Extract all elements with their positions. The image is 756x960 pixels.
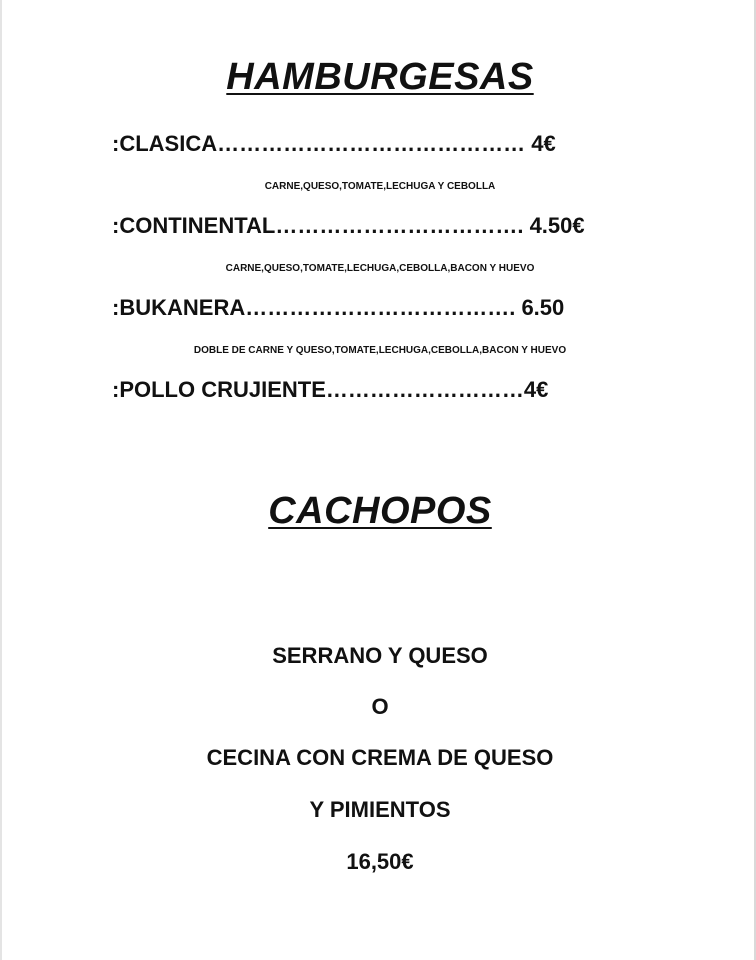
menu-item-clasica: :CLASICA…………………………………… 4€: [112, 131, 556, 156]
menu-item-continental-description: CARNE,QUESO,TOMATE,LECHUGA,CEBOLLA,BACON Y HUEVO: [225, 263, 535, 274]
menu-item-continental: :CONTINENTAL……………………………. 4.50€: [112, 213, 585, 238]
cachopo-price: 16,50€: [346, 849, 414, 874]
menu-item-clasica-description: CARNE,QUESO,TOMATE,LECHUGA Y CEBOLLA: [264, 181, 496, 192]
section-title-cachopos: CACHOPOS: [268, 490, 492, 532]
cachopo-option-serrano: SERRANO Y QUESO: [272, 643, 488, 668]
cachopo-or-separator: O: [371, 694, 389, 719]
section-title-hamburgesas: HAMBURGESAS: [226, 56, 534, 98]
cachopo-option-cecina: CECINA CON CREMA DE QUESO: [206, 745, 554, 770]
menu-item-bukanera-description: DOBLE DE CARNE Y QUESO,TOMATE,LECHUGA,CEBOLLA,BACON Y HUEVO: [193, 345, 567, 356]
menu-item-pollo-crujiente: :POLLO CRUJIENTE………………………4€: [112, 377, 549, 402]
menu-item-bukanera: :BUKANERA………………………………. 6.50: [112, 295, 565, 320]
cachopo-option-cecina-continued: Y PIMIENTOS: [309, 797, 451, 822]
